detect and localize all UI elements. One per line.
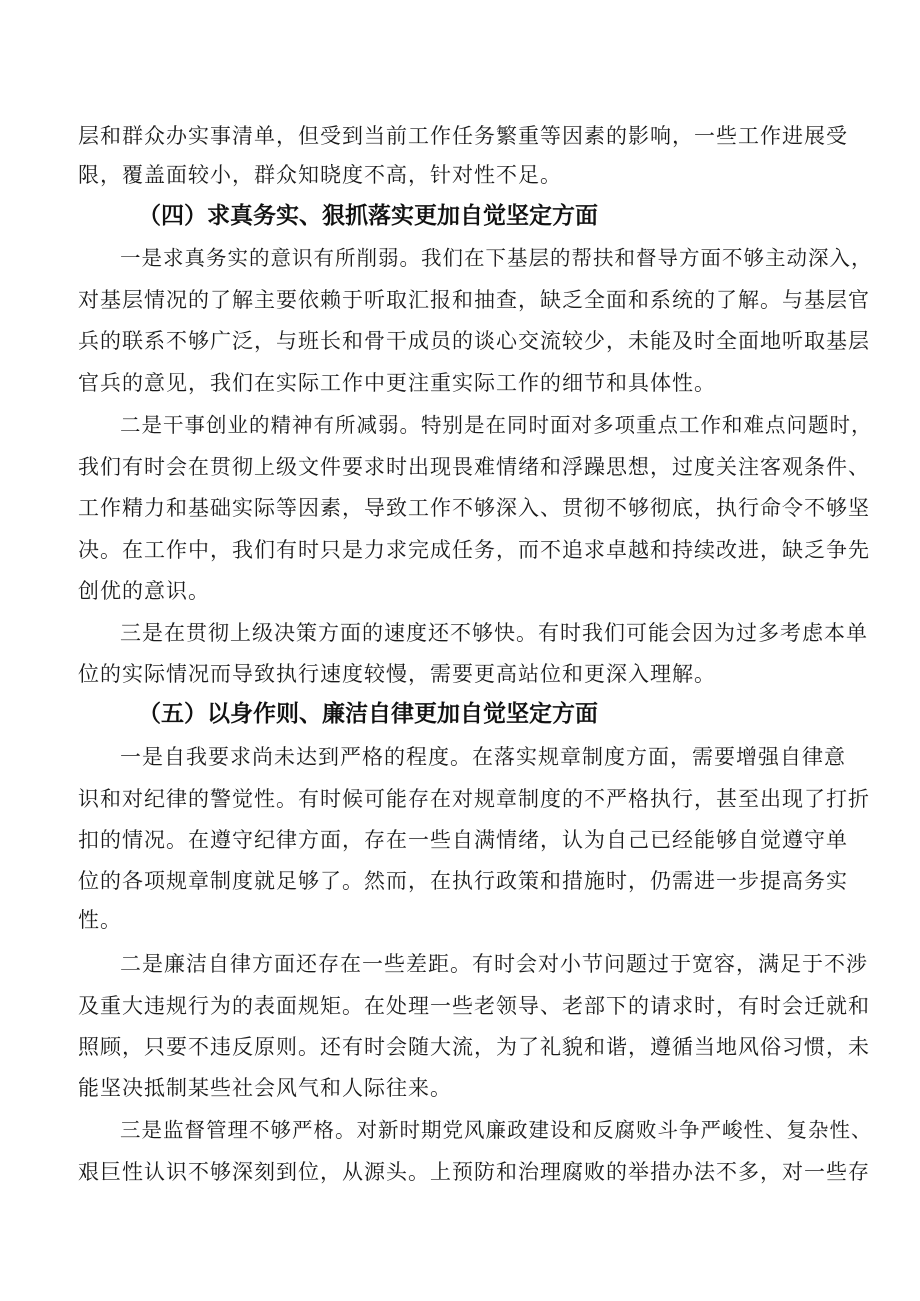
paragraph-line: 限，覆盖面较小，群众知晓度不高，针对性不足。 <box>78 163 562 187</box>
paragraph-line: 我们有时会在贯彻上级文件要求时出现畏难情绪和浮躁思想，过度关注客观条件、 <box>78 455 870 479</box>
section-heading-4: （四）求真务实、狠抓落实更加自觉坚定方面 <box>138 203 598 229</box>
paragraph-line: 艰巨性认识不够深刻到位，从源头。上预防和治理腐败的举措办法不多，对一些存 <box>78 1160 870 1184</box>
paragraph-line: 能坚决抵制某些社会风气和人际往来。 <box>78 1076 452 1100</box>
paragraph-line: 兵的联系不够广泛，与班长和骨干成员的谈心交流较少，未能及时全面地听取基层 <box>78 329 870 353</box>
paragraph-line: 一是求真务实的意识有所削弱。我们在下基层的帮扶和督导方面不够主动深入， <box>120 246 873 270</box>
paragraph-line: 创优的意识。 <box>78 579 210 603</box>
paragraph-line: 及重大违规行为的表面规矩。在处理一些老领导、老部下的请求时，有时会迁就和 <box>78 994 870 1018</box>
paragraph-line: 三是监督管理不够严格。对新时期党风廉政建设和反腐败斗争严峻性、复杂性、 <box>120 1118 873 1142</box>
paragraph-line: 照顾，只要不违反原则。还有时会随大流，为了礼貌和谐，遵循当地风俗习惯，未 <box>78 1035 870 1059</box>
paragraph-line: 识和对纪律的警觉性。有时候可能存在对规章制度的不严格执行，甚至出现了打折 <box>78 787 870 811</box>
paragraph-line: 决。在工作中，我们有时只是力求完成任务，而不追求卓越和持续改进，缺乏争先 <box>78 538 870 562</box>
paragraph-line: 二是干事创业的精神有所减弱。特别是在同时面对多项重点工作和难点问题时， <box>120 413 873 437</box>
paragraph-line: 位的各项规章制度就足够了。然而，在执行政策和措施时，仍需进一步提高务实 <box>78 869 848 893</box>
paragraph-line: 一是自我要求尚未达到严格的程度。在落实规章制度方面，需要增强自律意 <box>120 745 846 769</box>
paragraph-line: 扣的情况。在遵守纪律方面，存在一些自满情绪，认为自己已经能够自觉遵守单 <box>78 828 848 852</box>
paragraph-line: 对基层情况的了解主要依赖于听取汇报和抽查，缺乏全面和系统的了解。与基层官 <box>78 288 870 312</box>
paragraph-line: 性。 <box>78 908 122 932</box>
paragraph-line: 层和群众办实事清单，但受到当前工作任务繁重等因素的影响，一些工作进展受 <box>78 124 848 148</box>
paragraph-line: 二是廉洁自律方面还存在一些差距。有时会对小节问题过于宽容，满足于不涉 <box>120 952 868 976</box>
paragraph-line: 工作精力和基础实际等因素，导致工作不够深入、贯彻不够彻底，执行命令不够坚 <box>78 496 870 520</box>
paragraph-line: 官兵的意见，我们在实际工作中更注重实际工作的细节和具体性。 <box>78 371 716 395</box>
section-heading-5: （五）以身作则、廉洁自律更加自觉坚定方面 <box>138 701 598 727</box>
paragraph-line: 位的实际情况而导致执行速度较慢，需要更高站位和更深入理解。 <box>78 662 716 686</box>
paragraph-line: 三是在贯彻上级决策方面的速度还不够快。有时我们可能会因为过多考虑本单 <box>120 621 868 645</box>
